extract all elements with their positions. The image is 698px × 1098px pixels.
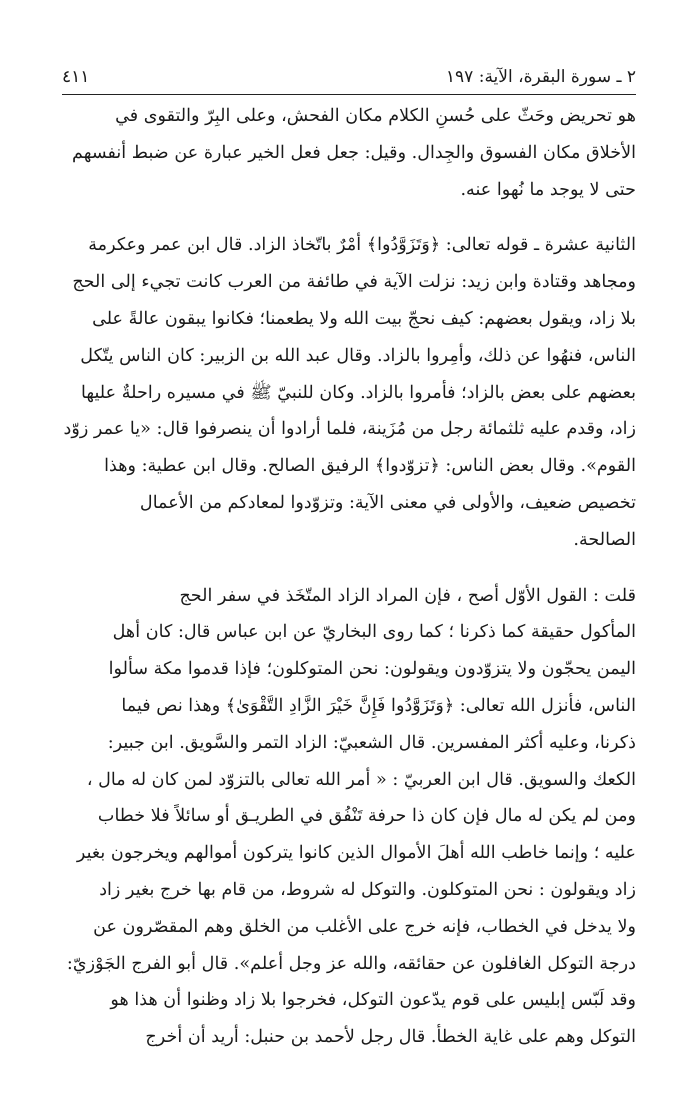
text-line: درجة التوكل الغافلون عن حقائقه، والله عز وجل أعلم». قال أبو الفرج الجَوْزيّ: [66, 953, 636, 974]
text-line: حتى لا يوجد ما نُهوا عنه. [460, 179, 636, 200]
paragraph-3 [62, 578, 636, 1056]
paragraph-1 [62, 98, 636, 208]
body-text [62, 98, 636, 1056]
text-line: الصالحة. [573, 529, 636, 550]
text-line: تخصيص ضعيف، والأولى في معنى الآية: وتزوّدوا لمعادكم من الأعمال [139, 492, 636, 513]
text-line: المأكول حقيقة كما ذكرنا ؛ كما روى البخاريّ عن ابن عباس قال: كان أهل [112, 622, 636, 643]
text-line: وقد لَبّس إبليس على قوم يدّعون التوكل، فخرجوا بلا زاد وظنوا أن هذا هو [110, 990, 636, 1011]
text-line: بلا زاد، ويقول بعضهم: كيف نحجّ بيت الله ولا يطعمنا؛ فكانوا يبقون عالةً على [92, 308, 636, 329]
text-line: القوم». وقال بعض الناس: ﴿تزوّدوا﴾ الرفيق الصالح. وقال ابن عطية: وهذا [104, 456, 636, 477]
text-line: الثانية عشرة ـ قوله تعالى: ﴿وَتَزَوَّدُوا﴾ أمْرٌ باتّخاذ الزاد. قال ابن عمر وعكرمة [88, 235, 636, 256]
page-number: ٤١١ [62, 67, 90, 87]
text-line: الكعك والسويق. قال ابن العربيّ : « أمر الله تعالى بالتزوّد لمن كان له مال ، [86, 769, 636, 790]
text-line: اليمن يحجّون ولا يتزوّدون ويقولون: نحن المتوكلون؛ فإذا قدموا مكة سألوا [108, 659, 636, 680]
text-line: ولا يدخل في الخطاب، فإنه خرج على الأغلب من الخلق وهم المقصّرون عن [93, 916, 636, 937]
text-line: عليه ؛ وإنما خاطب الله أهلَ الأموال الذين كانوا يتركون أموالهم ويخرجون بغير [76, 843, 636, 864]
running-title: ٢ ـ سورة البقرة، الآية: ١٩٧ [445, 67, 636, 87]
paragraph-2 [62, 227, 636, 558]
text-line: الناس، فأنزل الله تعالى: ﴿وَتَزَوَّدُوا فَإِنَّ خَيْرَ الزَّادِ التَّقْوَىٰ﴾ وهذا نص فيما [121, 695, 636, 716]
text-line: ومجاهد وقتادة وابن زيد: نزلت الآية في طائفة من العرب كانت تجيء إلى الحج [72, 272, 636, 293]
text-line: زاد، وقدم عليه ثلثمائة رجل من مُزَينة، فلما أرادوا أن ينصرفوا قال: «يا عمر زوّد [63, 419, 636, 440]
text-line: الناس، فنهُوا عن ذلك، وأمِروا بالزاد. وقال عبد الله بن الزبير: كان الناس يتّكل [80, 345, 636, 366]
text-line: قلت : القول الأوّل أصح ، فإن المراد الزاد المتّخَذ في سفر الحج [179, 585, 636, 606]
text-line: الأخلاق مكان الفسوق والجِدال. وقيل: جعل فعل الخير عبارة عن ضبط أنفسهم [72, 142, 636, 163]
header-rule [62, 94, 636, 95]
text-line: زاد ويقولون : نحن المتوكلون. والتوكل له شروط، من قام بها خرج بغير زاد [99, 879, 636, 900]
text-line: التوكل وهم على غاية الخطأ. قال رجل لأحمد بن حنبل: أريد أن أخرج [145, 1027, 636, 1048]
page-header [62, 62, 636, 92]
text-line: بعضهم على بعض بالزاد؛ فأمروا بالزاد. وكان للنبيّ ﷺ في مسيره راحلةٌ عليها [81, 382, 636, 403]
text-line: ومن لم يكن له مال فإن كان ذا حرفة تَنْفُق في الطريـق أو سائلاً فلا خطاب [97, 806, 636, 827]
text-line: هو تحريض وحَثّ على حُسنِ الكلام مكان الفحش، وعلى البِرّ والتقوى في [115, 106, 636, 126]
text-line: ذكرنا، وعليه أكثر المفسرين. قال الشعبيّ: الزاد التمر والسَّويق. ابن جبير: [107, 732, 636, 753]
